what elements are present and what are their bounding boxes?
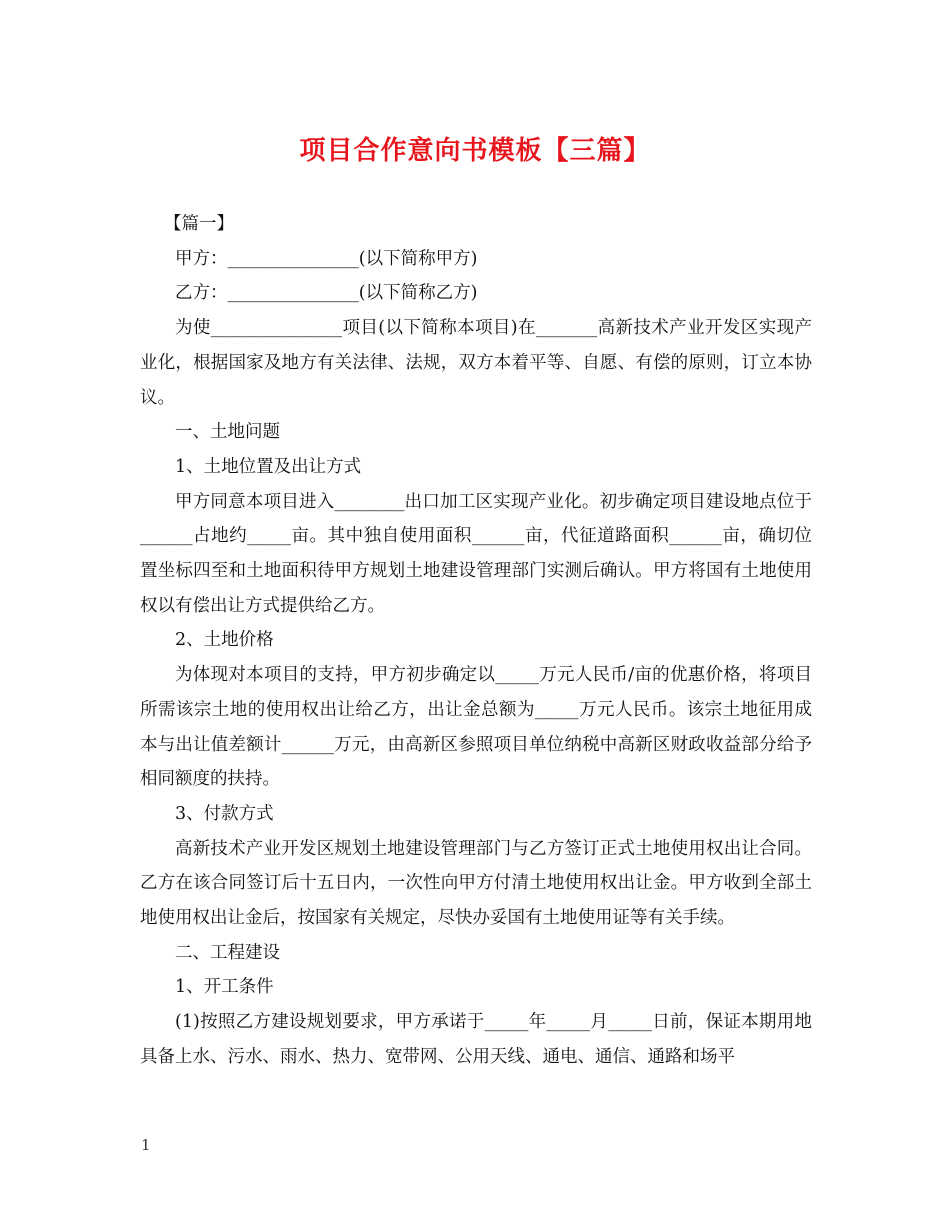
subheading-payment-method: 3、付款方式 xyxy=(175,803,274,824)
party-b-line: 乙方：_______________(以下简称乙方) xyxy=(175,283,478,304)
heading-construction: 二、工程建设 xyxy=(175,942,280,963)
subheading-land-location: 1、土地位置及出让方式 xyxy=(175,456,362,477)
land-price-paragraph: 为体现对本项目的支持，甲方初步确定以_____万元人民币/亩的优惠价格，将项目所需该宗土地的使用权出让给乙方，出让金总额为_____万元人民币。该宗土地征用成本与出让值差额计______万元，由高新区参照项目单位纳税中高新区财政收益部分给予相同额度的扶持。 xyxy=(140,665,812,790)
heading-land-issues: 一、土地问题 xyxy=(175,422,280,443)
party-a-line: 甲方：_______________(以下简称甲方) xyxy=(175,248,478,269)
document-title: 项目合作意向书模板【三篇】 xyxy=(299,136,651,166)
subheading-start-conditions: 1、开工条件 xyxy=(175,977,274,998)
section-heading: 【篇一】 xyxy=(164,214,234,234)
preamble-paragraph: 为使_______________项目(以下简称本项目)在_______高新技术产业开发区实现产业化，根据国家及地方有关法律、法规，双方本着平等、自愿、有偿的原则，订立本协议。 xyxy=(140,318,812,408)
payment-method-paragraph: 高新技术产业开发区规划土地建设管理部门与乙方签订正式土地使用权出让合同。乙方在该合同签订后十五日内，一次性向甲方付清土地使用权出让金。甲方收到全部土地使用权出让金后，按国家有关规定，尽快办妥国有土地使用证等有关手续。 xyxy=(140,838,812,929)
document-body xyxy=(140,207,812,1075)
land-location-paragraph: 甲方同意本项目进入________出口加工区实现产业化。初步确定项目建设地点位于______占地约_____亩。其中独自使用面积______亩，代征道路面积______亩，确切位置坐标四至和土地面积待甲方规划土地建设管理部门实测后确认。甲方将国有土地使用权以有偿出让方式提供给乙方。 xyxy=(140,491,812,616)
subheading-land-price: 2、土地价格 xyxy=(175,630,274,651)
start-conditions-paragraph: (1)按照乙方建设规划要求，甲方承诺于_____年_____月_____日前，保证本期用地具备上水、污水、雨水、热力、宽带网、公用天线、通电、通信、通路和场平 xyxy=(140,1012,812,1067)
page-number: 1 xyxy=(141,1136,151,1154)
